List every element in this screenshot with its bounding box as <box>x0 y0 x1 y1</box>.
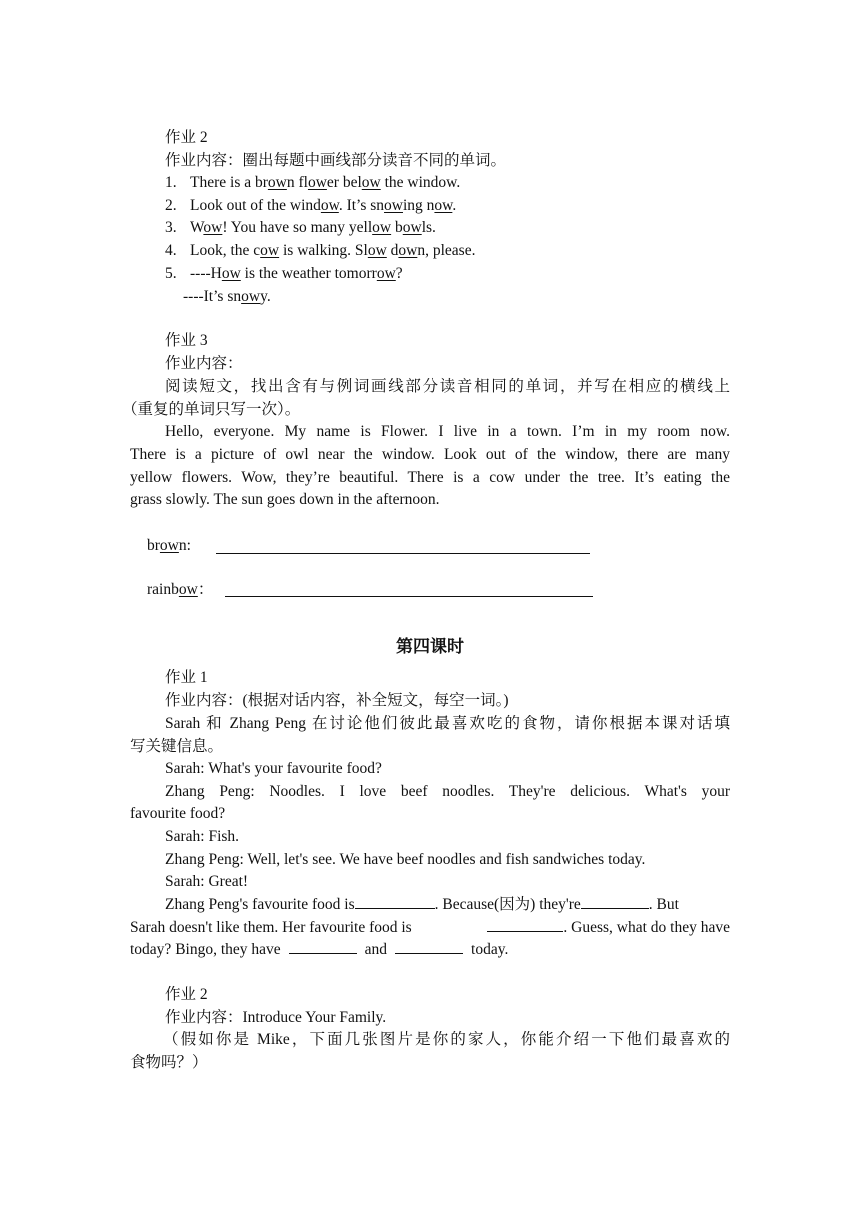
underlined-letters: ow <box>221 264 241 282</box>
hw2-item5-reply <box>183 286 271 308</box>
sentence-text: W <box>190 219 204 237</box>
sentence-text: ----It’s sn <box>183 288 242 305</box>
hw2-instruction: 作业内容：圈出每题中画线部分读音不同的单词。 <box>165 152 507 169</box>
answer-blank-2[interactable] <box>581 894 649 909</box>
underlined-letters: ow <box>376 264 396 282</box>
fill-line-3 <box>130 939 508 961</box>
l4-hw2-task-line1: （假如你是 Mike，下面几张图片是你的家人，你能介绍一下他们最喜欢的 <box>163 1031 730 1048</box>
hw3-task-line1: 阅读短文，找出含有与例词画线部分读音相同的单词，并写在相应的横线上 <box>165 378 730 395</box>
sentence-text: rainb <box>147 581 179 598</box>
item-number: 2. <box>165 196 177 214</box>
sentence-text: n, please. <box>417 242 476 260</box>
sentence-text: . <box>452 196 457 214</box>
l4-hw2-instruction: 作业内容：Introduce Your Family. <box>165 1009 387 1026</box>
hw3-instruction: 作业内容： <box>165 355 243 372</box>
dialogue-line: favourite food? <box>130 805 226 822</box>
sentence-text: n: <box>178 537 191 554</box>
sentence-text: . It’s sn <box>338 196 385 214</box>
hw3-passage-line: grass slowly. The sun goes down in the afternoon. <box>130 491 440 508</box>
rainbow-label <box>147 581 213 598</box>
underlined-letters: ow <box>398 242 418 260</box>
sentence-text: ls. <box>421 219 436 237</box>
fill-text: . Guess, what do they have <box>563 919 730 936</box>
fill-text: . But <box>648 896 679 913</box>
fill-text: today? Bingo, they have <box>130 941 281 958</box>
hw2-title: 作业 2 <box>165 129 208 146</box>
underlined-letters: ow <box>434 196 453 214</box>
sentence-text: the window. <box>380 174 461 191</box>
answer-blank-5[interactable] <box>395 939 463 954</box>
answer-blank-3[interactable] <box>487 917 563 932</box>
sentence-text: Look, the c <box>190 242 261 260</box>
underlined-letters: ow <box>372 219 392 237</box>
underlined-letters: ow <box>402 219 422 237</box>
hw3-task-line2: （重复的单词只写一次）。 <box>122 401 301 418</box>
l4-hw1-intro-line1: Sarah 和 Zhang Peng 在讨论他们彼此最喜欢吃的食物，请你根据本课对话填 <box>165 715 730 732</box>
sentence-text: ? <box>395 264 403 282</box>
sentence-text: er bel <box>326 174 362 191</box>
underlined-letters: ow <box>260 242 280 260</box>
l4-hw1-instruction: 作业内容：(根据对话内容，补全短文，每空一词。) <box>165 692 509 709</box>
underlined-letters: ow <box>159 537 179 554</box>
sentence-text: ! You have so many yell <box>222 219 373 237</box>
dialogue-line: Sarah: What's your favourite food? <box>165 760 382 777</box>
sentence-text: y. <box>260 288 271 305</box>
sentence-text: n fl <box>286 174 308 191</box>
dialogue-line: Zhang Peng: Well, let's see. We have beef noodles and fish sandwiches today. <box>165 851 646 868</box>
dialogue-line: Zhang Peng: Noodles. I love beef noodles. They're delicious. What's your <box>165 783 730 800</box>
underlined-letters: ow <box>367 242 387 260</box>
sentence-text: Look out of the wind <box>190 196 321 214</box>
fill-line-2 <box>130 917 730 939</box>
hw3-title: 作业 3 <box>165 332 208 349</box>
rainbow-answer-line[interactable] <box>225 596 593 597</box>
underlined-letters: ow <box>320 196 339 214</box>
dialogue-line: Sarah: Great! <box>165 873 249 890</box>
fill-text: Sarah doesn't like them. Her favourite food is <box>130 919 412 936</box>
sentence-text: d <box>386 242 399 260</box>
underlined-letters: ow <box>267 174 287 191</box>
sentence-text: br <box>147 537 160 554</box>
fill-text: Zhang Peng's favourite food is <box>165 896 355 913</box>
underlined-letters: ow <box>384 196 403 214</box>
hw2-item <box>165 263 403 285</box>
answer-blank-4[interactable] <box>289 939 357 954</box>
sentence-text: There is a br <box>190 174 268 191</box>
hw3-passage-line: Hello, everyone. My name is Flower. I live in a town. I’m in my room now. <box>165 423 730 440</box>
sentence-text: ： <box>197 581 214 598</box>
item-number: 5. <box>165 264 177 282</box>
rainbow-row <box>147 579 213 601</box>
hw2-item <box>165 172 460 194</box>
l4-hw1-title: 作业 1 <box>165 669 208 686</box>
item-number: 4. <box>165 242 177 260</box>
l4-hw2-task-line2: 食物吗？） <box>130 1054 208 1071</box>
hw3-passage-line: There is a picture of owl near the window. Look out of the window, there are many <box>130 446 730 463</box>
brown-row <box>147 535 191 557</box>
underlined-letters: ow <box>241 288 261 305</box>
item-number: 3. <box>165 219 177 237</box>
dialogue-line: Sarah: Fish. <box>165 828 240 845</box>
underlined-letters: ow <box>203 219 223 237</box>
sentence-text: ing n <box>402 196 435 214</box>
underlined-letters: ow <box>178 581 198 598</box>
answer-blank-1[interactable] <box>355 894 435 909</box>
brown-answer-line[interactable] <box>216 553 590 554</box>
underlined-letters: ow <box>307 174 327 191</box>
lesson4-heading: 第四课时 <box>396 637 464 657</box>
l4-hw1-intro-line2: 写关键信息。 <box>130 738 224 755</box>
hw2-item <box>165 240 475 262</box>
fill-text: and <box>364 941 388 958</box>
brown-label <box>147 537 191 554</box>
fill-text: . Because(因为) they're <box>434 896 581 913</box>
fill-line-1 <box>165 894 730 916</box>
sentence-text: ----H <box>190 264 222 282</box>
hw3-passage-line: yellow flowers. Wow, they’re beautiful. There is a cow under the tree. It’s eating the <box>130 469 730 486</box>
sentence-text: is the weather tomorr <box>240 264 377 282</box>
sentence-text: b <box>391 219 403 237</box>
l4-hw2-title: 作业 2 <box>165 986 208 1003</box>
underlined-letters: ow <box>361 174 381 191</box>
hw2-item <box>165 217 436 239</box>
hw2-item <box>165 195 456 217</box>
fill-text: today. <box>471 941 509 958</box>
item-number: 1. <box>165 174 177 191</box>
sentence-text: is walking. Sl <box>279 242 368 260</box>
